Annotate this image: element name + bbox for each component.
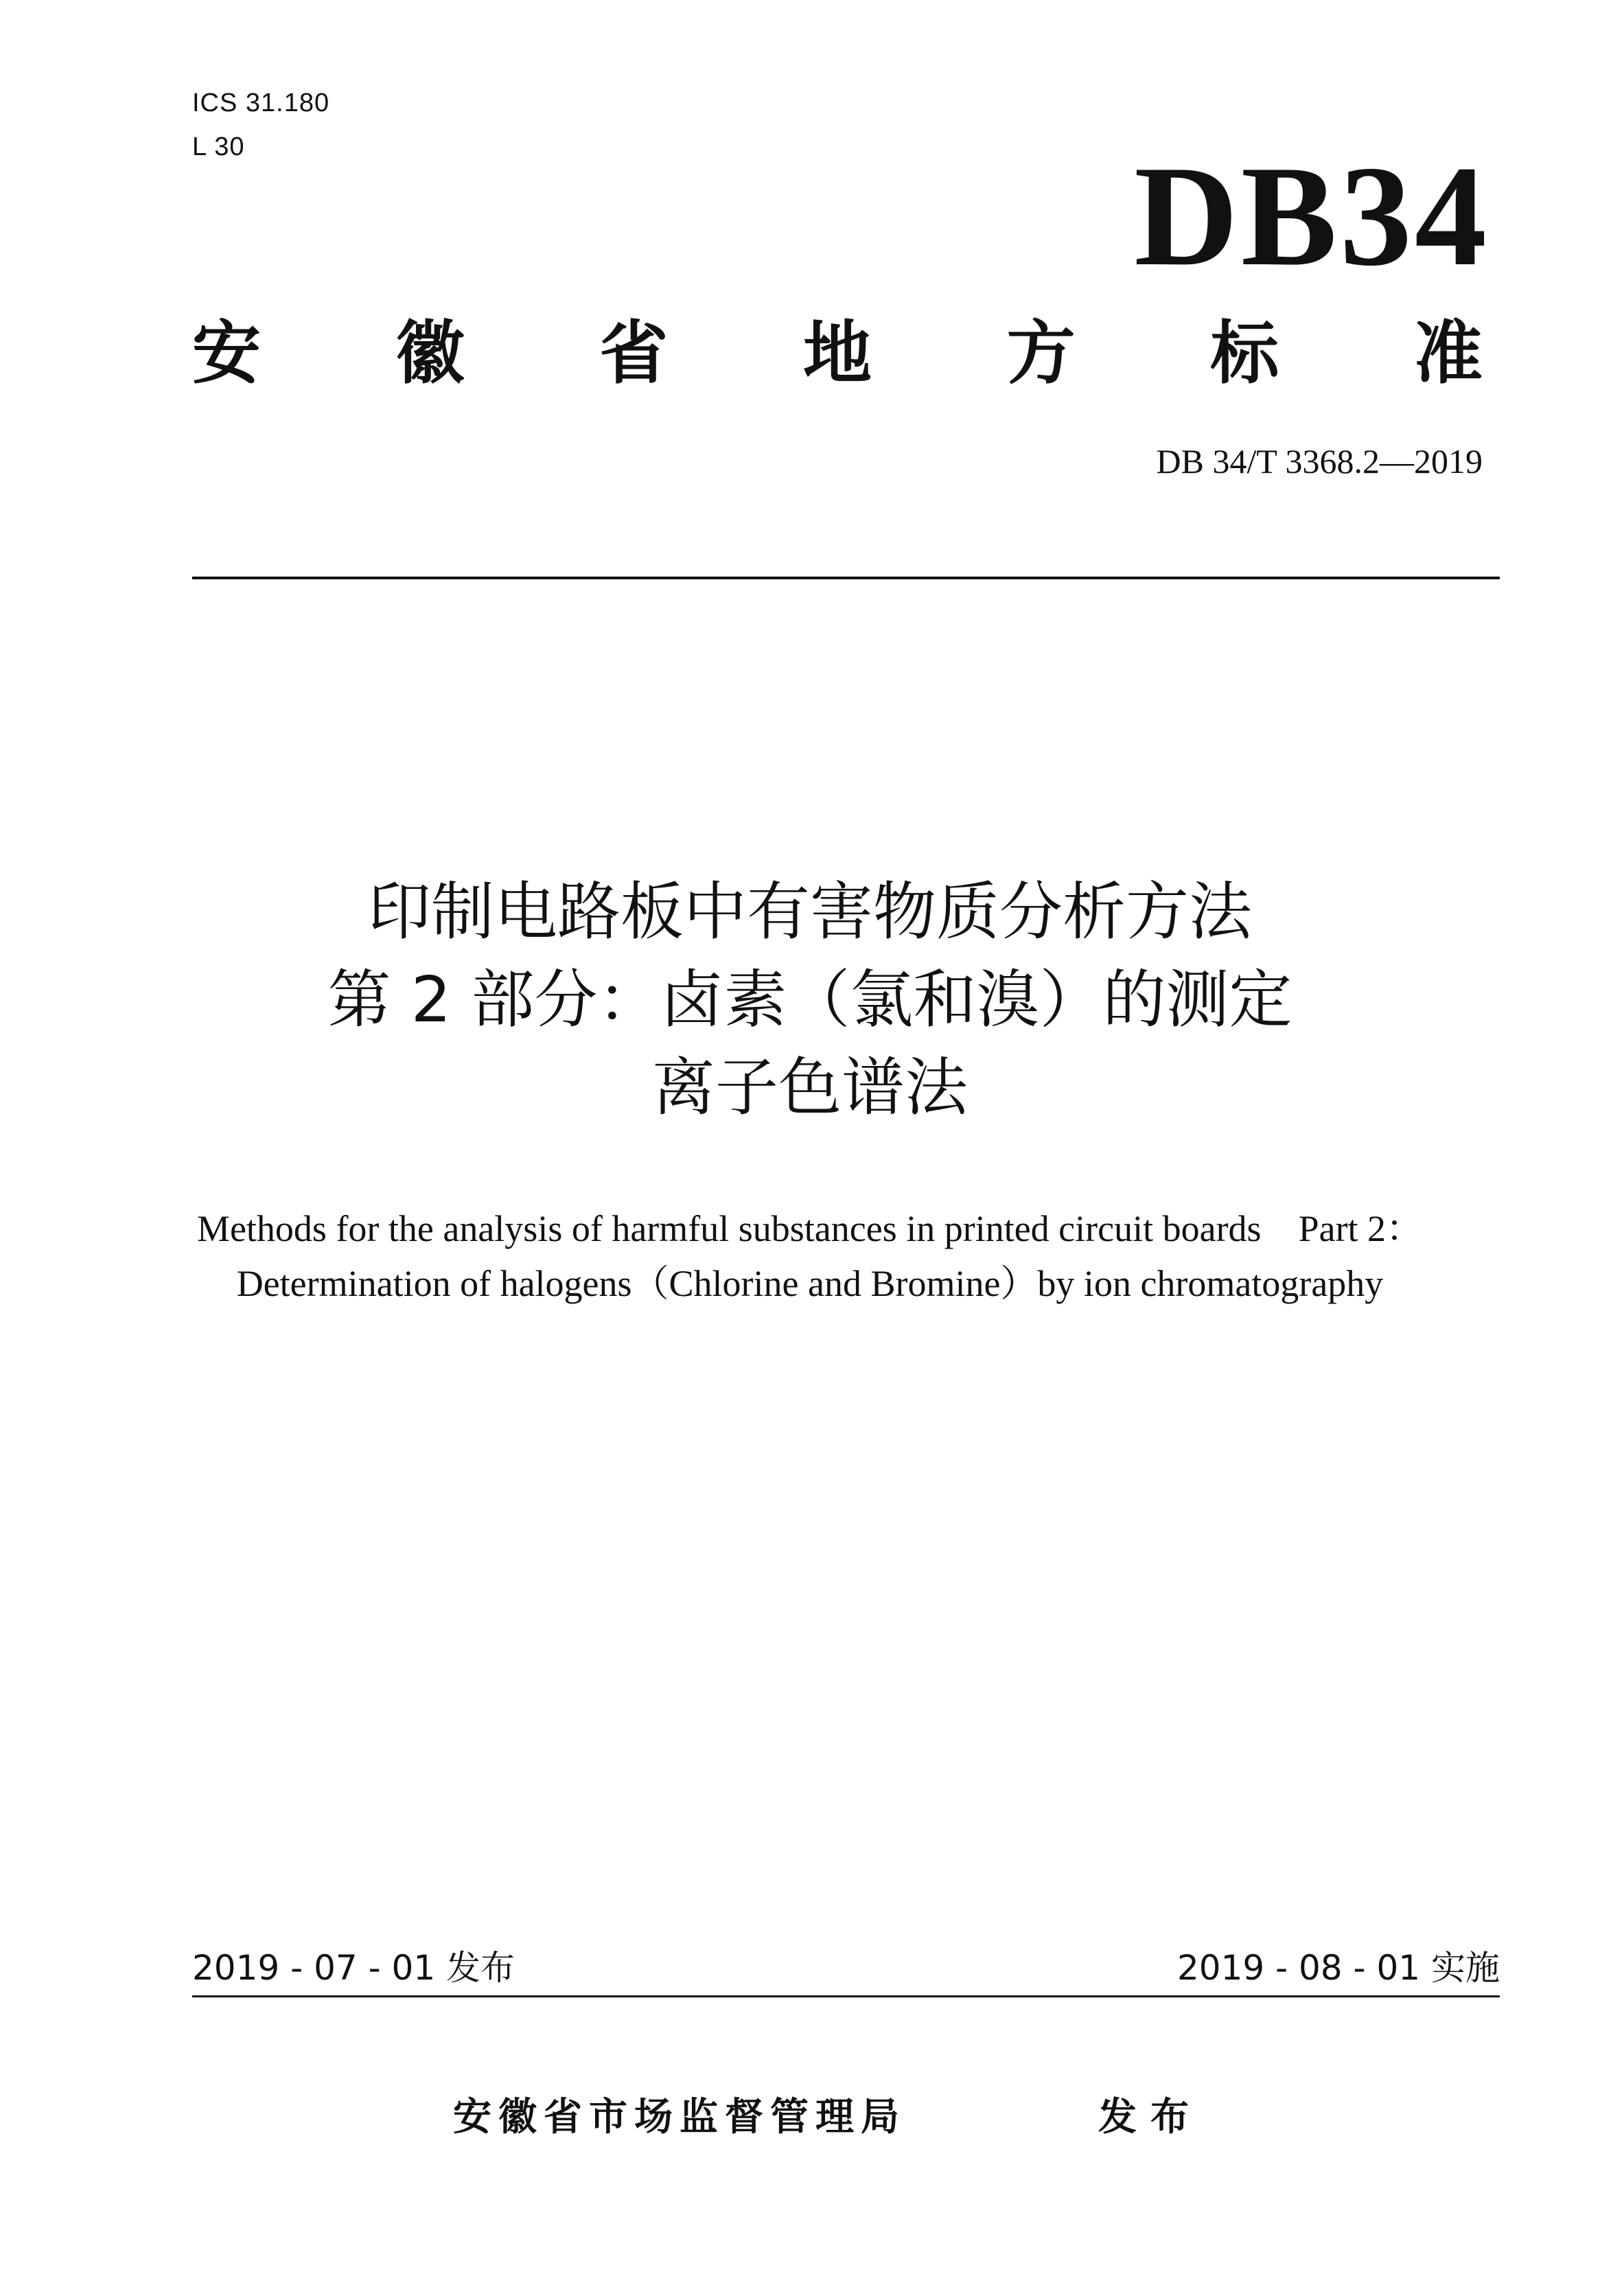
footer-divider (192, 1995, 1500, 1997)
standard-type-char: 地 (802, 313, 872, 393)
title-chinese (124, 868, 1496, 1132)
title-cn-line: 离子色谱法 (651, 1051, 968, 1124)
title-cn-line: 第 2 部分：卤素（氯和溴）的测定 (327, 963, 1292, 1036)
standard-code: DB 34/T 3368.2—2019 (1156, 442, 1483, 480)
publisher-name: 安徽省市场监督管理局 (453, 2095, 906, 2140)
standard-type-char: 标 (1210, 313, 1279, 393)
title-cn-line: 印制电路板中有害物质分析方法 (367, 875, 1252, 949)
issue-date: 2019 - 07 - 01 发布 (192, 1948, 515, 1988)
standard-type-char: 方 (1006, 313, 1076, 393)
publisher-action: 发布 (1098, 2095, 1203, 2140)
standard-type (192, 312, 1483, 395)
db-logo: DB34 (1134, 137, 1489, 296)
title-en-line: Methods for the analysis of harmful substances in printed circuit boards Part 2： (196, 1208, 1424, 1249)
ccs-code: L 30 (192, 132, 245, 161)
standard-type-char: 省 (599, 313, 669, 393)
standard-type-char: 安 (192, 313, 261, 393)
standard-type-char: 准 (1413, 313, 1483, 393)
header-divider (192, 577, 1500, 579)
title-english (124, 1201, 1496, 1311)
classification-codes (192, 81, 329, 169)
implement-date: 2019 - 08 - 01 实施 (1176, 1948, 1500, 1988)
title-en-line: Determination of halogens（Chlorine and Bromine）by ion chromatography (236, 1263, 1384, 1304)
ics-code: ICS 31.180 (192, 89, 330, 117)
standard-type-char: 徽 (395, 313, 465, 393)
